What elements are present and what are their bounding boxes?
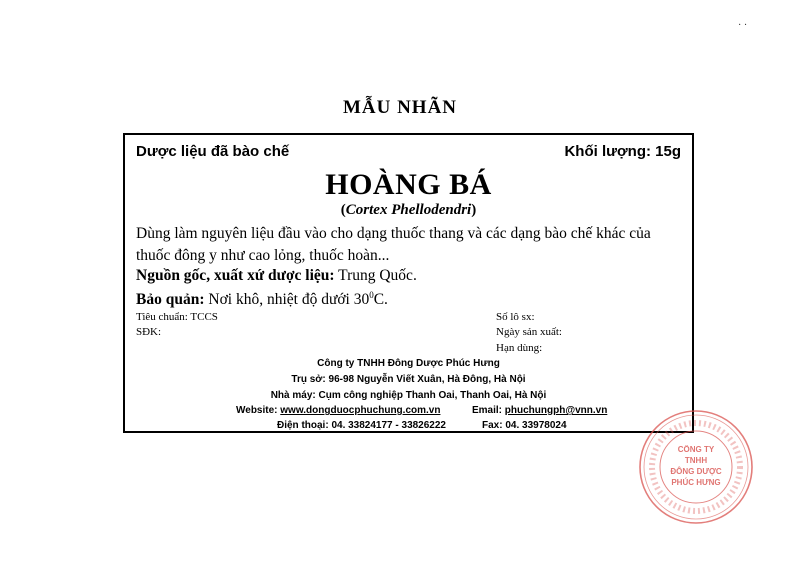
storage-unit: C. xyxy=(373,291,388,309)
email-line: Email: phuchungph@vnn.vn xyxy=(472,405,608,416)
origin-value: Trung Quốc. xyxy=(334,267,417,284)
usage-description: Dùng làm nguyên liệu đầu vào cho dạng thuốc thang và các dạng bào chế khác của thuốc đông y như cao lỏng, thuốc hoàn... xyxy=(136,225,651,264)
factory-address: Nhà máy: Cụm công nghiệp Thanh Oai, Thanh Oai, Hà Nội xyxy=(270,390,547,401)
latin-name: (Cortex Phellodendri) xyxy=(340,202,477,218)
expiry-date: Hạn dùng: xyxy=(496,342,543,354)
website-link[interactable]: www.dongduocphuchung.com.vn xyxy=(280,405,441,416)
batch-number: Số lô sx: xyxy=(496,311,535,323)
standard: Tiêu chuẩn: TCCS xyxy=(136,311,218,323)
storage-degree: 0 xyxy=(369,290,374,300)
label-category: Dược liệu đã bào chế xyxy=(136,143,290,160)
label-weight: Khối lượng: 15g xyxy=(564,143,681,160)
email-link[interactable]: phuchungph@vnn.vn xyxy=(504,405,608,416)
head-office-address: Trụ sở: 96-98 Nguyễn Viết Xuân, Hà Đông, Hà Nội xyxy=(291,374,526,385)
product-name: HOÀNG BÁ xyxy=(325,168,492,201)
stamp-line-4: PHÚC HƯNG xyxy=(671,478,721,487)
stamp-line-3: ĐÔNG DƯỢC xyxy=(670,467,722,476)
fax: Fax: 04. 33978024 xyxy=(482,420,567,431)
page-title: MẪU NHÃN xyxy=(342,97,458,118)
stamp-line-1: CÔNG TY xyxy=(677,445,715,454)
phone: Điện thoại: 04. 33824177 - 33826222 xyxy=(277,420,446,431)
storage-value: Nơi khô, nhiệt độ dưới 30 xyxy=(204,291,370,309)
stamp-line-2: TNHH xyxy=(684,456,708,465)
company-stamp-icon xyxy=(637,408,755,526)
storage-line xyxy=(136,290,388,309)
company-name: Công ty TNHH Đông Dược Phúc Hưng xyxy=(317,358,500,369)
storage-label: Bảo quản: xyxy=(136,291,205,309)
origin-line xyxy=(136,267,417,285)
registration-number: SĐK: xyxy=(136,326,162,338)
product-label xyxy=(123,133,694,433)
origin-label: Nguồn gốc, xuất xứ dược liệu: xyxy=(136,267,335,284)
manufacture-date: Ngày sản xuất: xyxy=(496,326,562,338)
website-line: Website: www.dongduocphuchung.com.vn xyxy=(236,405,441,416)
corner-marks: · · xyxy=(738,20,748,31)
